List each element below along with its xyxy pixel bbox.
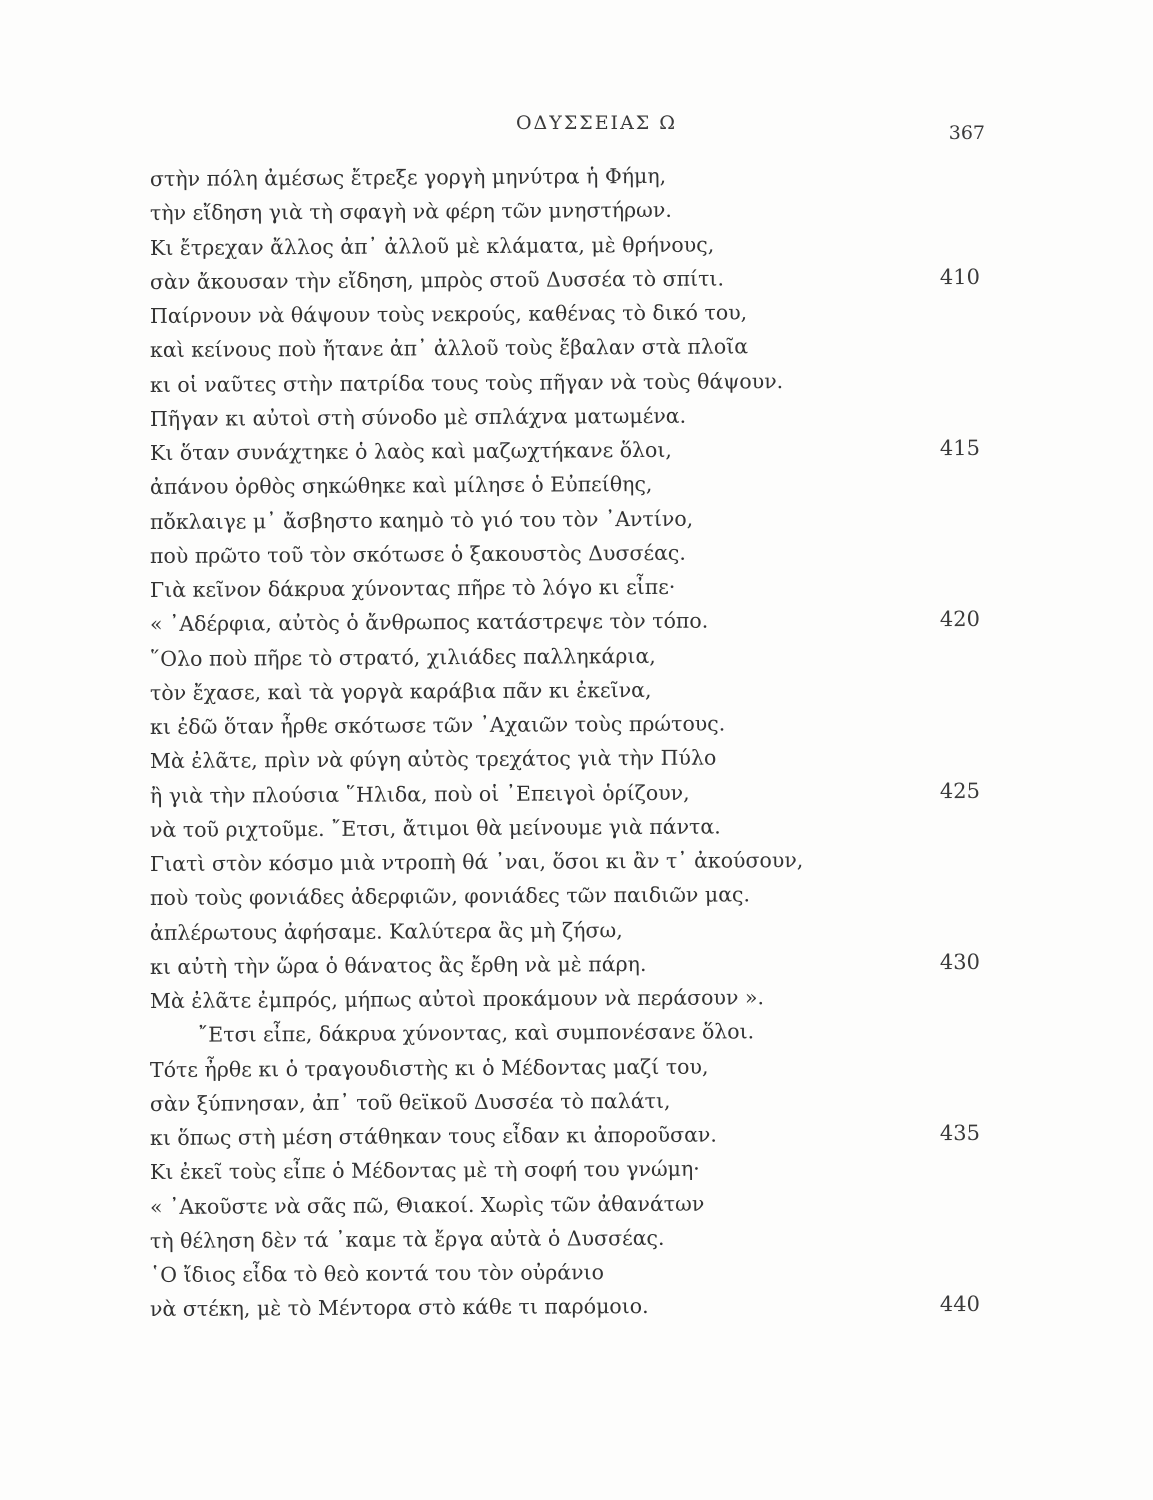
running-title: ΟΔΥΣΣΕΙΑΣ Ω: [515, 112, 678, 134]
verse-line: [150, 431, 980, 470]
verse-text: « ᾿Ακοῦστε νὰ σᾶς πῶ, Θιακοί. Χωρὶς τῶν ἀθανάτων: [149, 1191, 705, 1219]
verse-line: [150, 842, 980, 881]
verse-text: στὴν πόλη ἀμέσως ἔτρεξε γοργὴ μηνύτρα ἡ Φήμη,: [149, 163, 667, 191]
verse-text: νὰ στέκη, μὲ τὸ Μέντορα στὸ κάθε τι παρόμοιο.: [149, 1294, 649, 1322]
verse-text: ποὺ πρῶτο τοῦ τὸν σκότωσε ὁ ξακουστὸς Δυσσέας.: [149, 540, 686, 568]
verse-text: σὰν ξύπνησαν, ἀπ᾿ τοῦ θεϊκοῦ Δυσσέα τὸ παλάτι,: [149, 1088, 671, 1116]
verse-text: Τότε ἦρθε κι ὁ τραγουδιστὴς κι ὁ Μέδοντας μαζί του,: [149, 1054, 709, 1082]
verse-text: ἀπλέρωτους ἀφήσαμε. Καλύτερα ἂς μὴ ζήσω,: [149, 917, 623, 945]
verse-text: ἀπάνου ὀρθὸς σηκώθηκε καὶ μίλησε ὁ Εὐπείθης,: [149, 472, 653, 500]
verse-text: ποὺ τοὺς φονιάδες ἀδερφιῶν, φονιάδες τῶν παιδιῶν μας.: [149, 882, 751, 911]
verse-line: [150, 499, 980, 538]
verse-text: σὰν ἄκουσαν τὴν εἴδηση, μπρὸς στοῦ Δυσσέα τὸ σπίτι.: [149, 266, 725, 294]
verse-text: Πῆγαν κι αὐτοὶ στὴ σύνοδο μὲ σπλάχνα ματωμένα.: [149, 403, 687, 431]
verse-line: [150, 1082, 980, 1121]
verse-line: [150, 910, 980, 949]
verse-line: [150, 945, 980, 984]
line-number: 440: [939, 1292, 981, 1317]
verse-line: [150, 534, 980, 573]
verse-text: Μὰ ἐλᾶτε, πρὶν νὰ φύγη αὐτὸς τρεχάτος γιὰ τὴν Πύλο: [149, 745, 717, 774]
verse-block: [150, 162, 980, 1327]
verse-text: τὴ θέληση δὲν τά ᾿καμε τὰ ἔργα αὐτὰ ὁ Δυσσέας.: [149, 1225, 665, 1253]
verse-text: κι αὐτὴ τὴν ὥρα ὁ θάνατος ἂς ἔρθη νὰ μὲ πάρη.: [149, 951, 647, 979]
verse-line: [150, 465, 980, 504]
verse-line: [150, 705, 980, 744]
line-number: 410: [939, 264, 981, 289]
verse-text: Κι ἔτρεχαν ἄλλος ἀπ᾿ ἀλλοῦ μὲ κλάματα, μὲ θρήνους,: [149, 232, 715, 260]
verse-line: [150, 294, 980, 333]
verse-line: [150, 979, 980, 1018]
verse-line: [150, 397, 980, 436]
verse-line: [150, 602, 980, 641]
verse-text: ῞Ολο ποὺ πῆρε τὸ στρατό, χιλιάδες παλληκάρια,: [149, 643, 656, 671]
verse-line: [150, 157, 980, 196]
verse-line: [150, 1184, 980, 1223]
verse-line: [150, 191, 980, 230]
verse-line: [150, 1013, 980, 1052]
verse-text: κι ὅπως στὴ μέση στάθηκαν τους εἶδαν κι ἀποροῦσαν.: [149, 1122, 717, 1150]
verse-text: ῾Ο ἴδιος εἶδα τὸ θεὸ κοντά του τὸν οὐράνιο: [149, 1260, 604, 1287]
verse-line: [150, 328, 980, 367]
verse-line: [150, 808, 980, 847]
verse-text: Κι ὅταν συνάχτηκε ὁ λαὸς καὶ μαζωχτήκανε ὅλοι,: [149, 437, 672, 465]
verse-line: [150, 1219, 980, 1258]
verse-text: ἢ γιὰ τὴν πλούσια ῞Ηλιδα, ποὺ οἱ ᾿Επειγοὶ ὁρίζουν,: [149, 780, 690, 808]
verse-text: τὴν εἴδηση γιὰ τὴ σφαγὴ νὰ φέρη τῶν μνηστήρων.: [149, 198, 672, 226]
verse-line: [150, 636, 980, 675]
verse-line: [150, 1116, 980, 1155]
verse-line: [150, 739, 980, 778]
verse-line: [150, 1150, 980, 1189]
line-number: 430: [939, 949, 981, 974]
verse-line: [150, 1253, 980, 1292]
verse-line: [150, 773, 980, 812]
verse-text: νὰ τοῦ ριχτοῦμε. ῎Ετσι, ἄτιμοι θὰ μείνουμε γιὰ πάντα.: [149, 814, 721, 842]
verse-text: Κι ἐκεῖ τοὺς εἶπε ὁ Μέδοντας μὲ τὴ σοφή του γνώμη·: [149, 1156, 700, 1185]
verse-text: τὸν ἔχασε, καὶ τὰ γοργὰ καράβια πᾶν κι ἐκεῖνα,: [149, 677, 652, 705]
verse-text: καὶ κείνους ποὺ ἤτανε ἀπ᾿ ἀλλοῦ τοὺς ἔβαλαν στὰ πλοῖα: [149, 334, 749, 363]
verse-text: « ᾿Αδέρφια, αὐτὸς ὁ ἄνθρωπος κατάστρεψε τὸν τόπο.: [149, 608, 709, 637]
verse-text: ῎Ετσι εἶπε, δάκρυα χύνοντας, καὶ συμπονέσανε ὅλοι.: [197, 1019, 755, 1047]
verse-text: Γιὰ κεῖνον δάκρυα χύνοντας πῆρε τὸ λόγο κι εἶπε·: [149, 574, 676, 602]
verse-line: [150, 1287, 980, 1326]
verse-line: [150, 876, 980, 915]
verse-text: Γιατὶ στὸν κόσμο μιὰ ντροπὴ θά ᾿ναι, ὅσοι κι ἂν τ᾿ ἀκούσουν,: [149, 848, 804, 876]
verse-line: [150, 260, 980, 299]
line-number: 425: [939, 778, 981, 803]
verse-line: [150, 568, 980, 607]
verse-line: [150, 1047, 980, 1086]
verse-text: πὄκλαιγε μ᾿ ἄσβηστο καημὸ τὸ γιό του τὸν ᾿Αντίνο,: [149, 506, 694, 534]
line-number: 415: [939, 435, 981, 461]
line-number: 435: [939, 1120, 981, 1146]
verse-line: [150, 362, 980, 401]
verse-line: [150, 225, 980, 264]
line-number: 420: [939, 607, 981, 632]
verse-text: κι οἱ ναῦτες στὴν πατρίδα τους τοὺς πῆγαν νὰ τοὺς θάψουν.: [149, 368, 784, 397]
verse-text: Παίρνουν νὰ θάψουν τοὺς νεκρούς, καθένας τὸ δικό του,: [149, 300, 748, 328]
verse-text: κι ἐδῶ ὅταν ἦρθε σκότωσε τῶν ᾿Αχαιῶν τοὺς πρώτους.: [149, 711, 726, 739]
verse-text: Μὰ ἐλᾶτε ἐμπρός, μήπως αὐτοὶ προκάμουν νὰ περάσουν ».: [149, 985, 765, 1013]
verse-line: [150, 671, 980, 710]
page-number: 367: [948, 122, 985, 144]
